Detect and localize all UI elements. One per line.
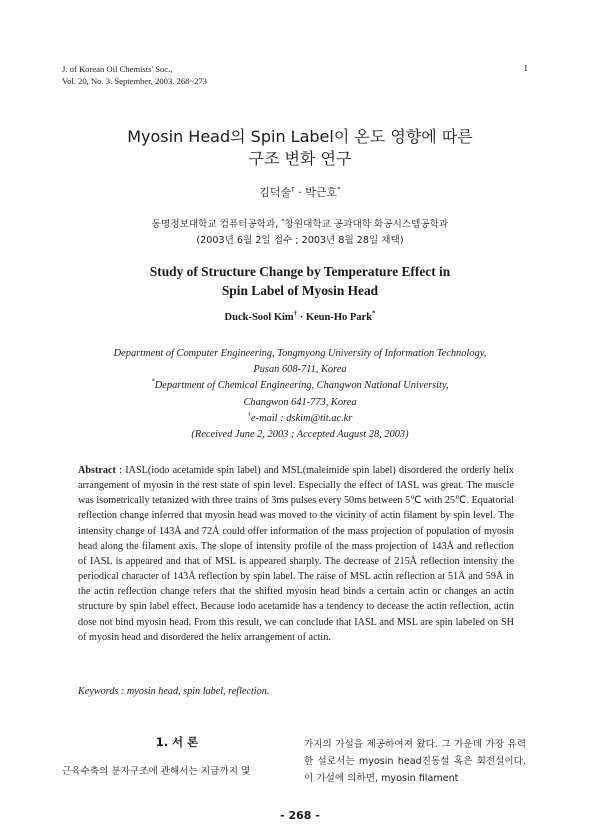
english-affiliation-1: Department of Computer Engineering, Tongmyong University of Information Technology,	[113, 348, 487, 359]
journal-name: J. of Korean Oil Chemists' Soc.,	[62, 64, 173, 74]
english-title-line2: Spin Label of Myosin Head	[221, 283, 379, 298]
body-left-column: 근육수축의 분자구조에 관해서는 지금까지 몇	[62, 766, 251, 777]
corresponding-mark: †	[293, 310, 298, 318]
affiliation-mark: *	[372, 310, 376, 318]
abstract-text: : IASL(iodo acetamide spin label) and MSL(maleimide spin label) disordered the orderly helix arrangement of myosin in the rest state of spin level. Especially the effect of IASL was great. The muscle was isometrically tetanized with three trains of 3ms pulses every 50ms between 5℃ with 25℃. Equatorial reflection change inferred that myosin head was moved to the vicinity of actin filament by spin level. The intensity change of 143Å and 72Å could offer information of the mass projection of population of myosin head along the filament axis. The slope of intensity profile of the mass projection of 143Å and reflection of IASL is appeared and that of MSL is appeared sharply. The decrease of 215Å reflection intensity the periodical character of 143Å reflection by spin label. The raise of MSL actin reflection at 51Å and 59Å in the actin reflection change refers that the shifted myosin head binds a certain actin or changes an actin structure by spin label effect. Because iodo acetamide has a tendency to decease the actin reflection, actin dose not bind myosin head. From this result, we can conclude that IASL and MSL are spin labeled on SH of myosin head and disordered the helix arrangement of actin.	[78, 465, 514, 643]
korean-author-1: 김덕술	[259, 186, 292, 199]
korean-affiliation-1: 동명정보대학교 컴퓨터공학과,	[151, 219, 282, 230]
korean-title	[0, 126, 600, 170]
page-number: 1	[523, 63, 528, 73]
korean-author-2: 박근호	[305, 186, 338, 199]
abstract-label: Abstract	[78, 465, 116, 476]
affiliation-mark: *	[281, 217, 285, 225]
korean-affiliations	[0, 217, 600, 249]
footer-page-number: - 268 -	[280, 809, 320, 822]
corresponding-mark: †	[247, 411, 252, 419]
korean-title-line2: 구조 변화 연구	[248, 149, 352, 168]
english-affiliations	[0, 346, 600, 443]
korean-affiliation-line	[0, 217, 600, 233]
email-line	[0, 411, 600, 427]
affiliation-mark: *	[337, 184, 341, 194]
korean-dates: (2003년 6월 2일 접수 ; 2003년 8월 28일 채택)	[196, 235, 404, 246]
english-author-1: Duck-Sool Kim	[224, 312, 294, 323]
english-title	[0, 262, 600, 300]
body-right-column: 가지의 가설을 제공하여져 왔다. 그 가운데 가장 유력한 설로서는 myosin head진동설 혹은 회전설이다. 이 가설에 의하면, myosin filament	[304, 739, 526, 784]
journal-volume: Vol. 20, No. 3. September, 2003. 268~273	[62, 76, 207, 86]
email-address: e-mail : dskim@tit.ac.kr	[251, 412, 353, 424]
english-affiliation-2: Department of Chemical Engineering, Changwon National University,	[154, 380, 449, 392]
author-separator: ·	[294, 186, 306, 199]
korean-title-line1: Myosin Head의 Spin Label이 온도 영향에 따른	[127, 127, 473, 146]
english-authors	[0, 312, 600, 323]
keywords: Keywords : myosin head, spin label, reflection.	[78, 686, 270, 697]
section-title: 1. 서 론	[155, 735, 199, 749]
korean-affiliation-2: 창원대학교 공과대학 화공시스템공학과	[284, 219, 449, 230]
abstract	[78, 463, 514, 645]
journal-citation	[62, 63, 207, 87]
korean-authors	[0, 184, 600, 200]
english-affiliation-1-city: Pusan 608-711, Korea	[253, 364, 347, 376]
english-title-line1: Study of Structure Change by Temperature Effect in	[149, 264, 451, 279]
english-affiliation-2-city: Changwon 641-773, Korea	[243, 396, 357, 408]
corresponding-mark: †	[291, 184, 295, 194]
affiliation-mark: *	[151, 378, 155, 386]
english-dates: (Received June 2, 2003 ; Accepted August 28, 2003)	[191, 429, 409, 441]
english-author-2: Keun-Ho Park	[305, 312, 373, 323]
english-affiliation-2-line	[0, 378, 600, 394]
author-separator: ·	[297, 312, 306, 323]
